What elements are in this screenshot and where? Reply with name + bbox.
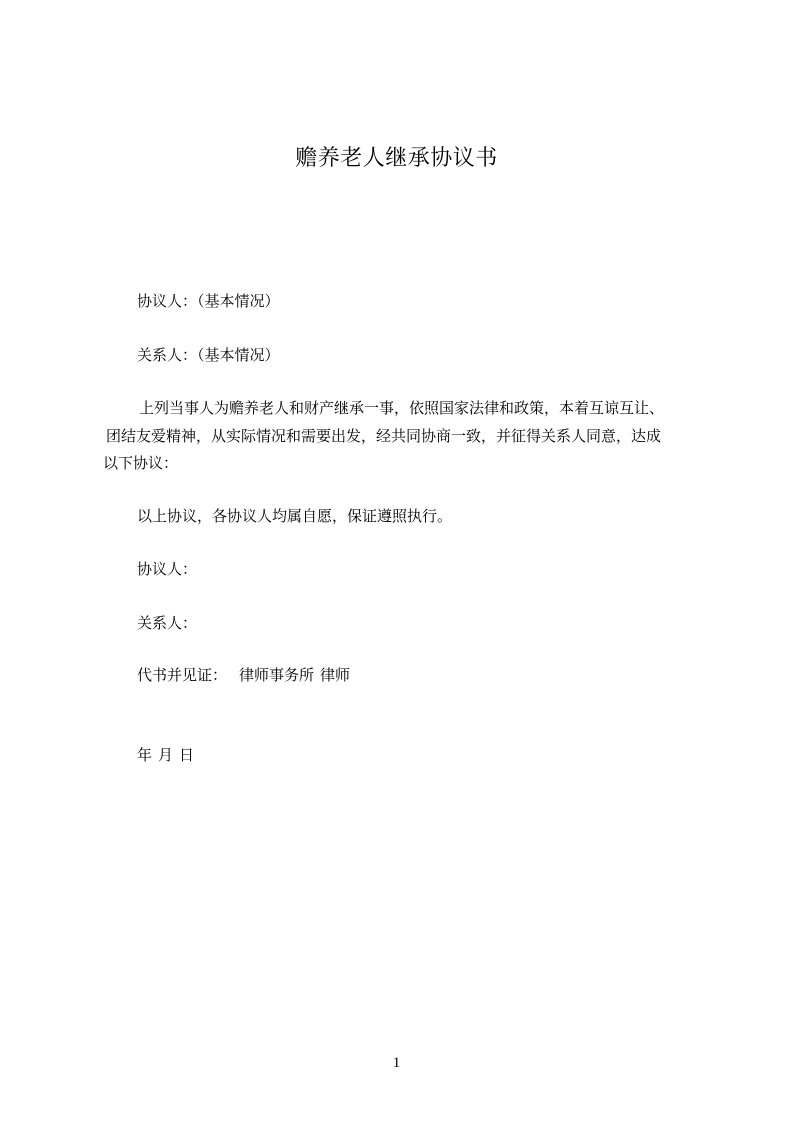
signature-related: 关系人： — [137, 614, 198, 632]
related-line — [137, 344, 280, 365]
party-label: 协议人： — [137, 292, 198, 310]
paragraph-line: 上列当事人为赡养老人和财产继承一事，依照国家法律和政策，本着互谅互让、 — [139, 399, 665, 417]
date-year: 年 — [137, 746, 153, 764]
date-month: 月 — [158, 746, 174, 764]
party-line — [137, 290, 280, 311]
witness-lawyer: 律师 — [320, 666, 351, 684]
related-info: （基本情况） — [197, 346, 280, 364]
page-number: 1 — [392, 1055, 401, 1071]
date-line — [137, 744, 194, 765]
closing-statement: 以上协议，各协议人均属自愿，保证遵照执行。 — [137, 507, 453, 525]
paragraph-line: 团结友爱精神，从实际情况和需要出发，经共同协商一致，并征得关系人同意，达成 — [106, 426, 662, 445]
agreement-paragraph — [103, 395, 703, 478]
paragraph-line: 以下协议： — [103, 454, 179, 472]
page-title: 赡养老人继承协议书 — [295, 146, 498, 171]
signature-party: 协议人： — [137, 560, 198, 578]
party-info: （基本情况） — [197, 292, 280, 310]
witness-label: 代书并见证： — [137, 666, 228, 684]
witness-firm: 律师事务所 — [239, 666, 315, 684]
witness-line — [137, 664, 350, 685]
date-day: 日 — [179, 746, 195, 764]
related-label: 关系人： — [137, 346, 198, 364]
